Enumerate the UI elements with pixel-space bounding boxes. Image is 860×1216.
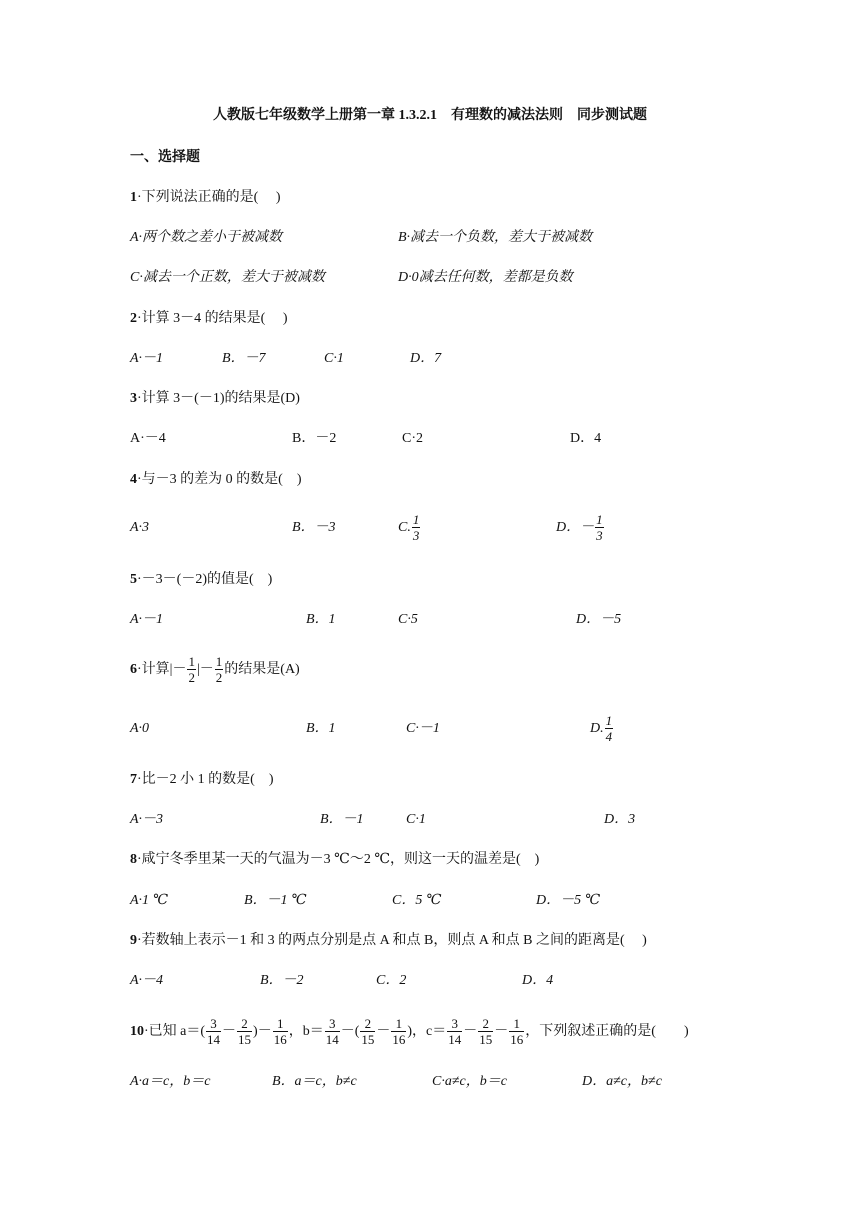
question-number: 8 (130, 852, 137, 867)
option-d: D·0减去任何数，差都是负数 (398, 270, 573, 285)
option-a: A·a＝c，b＝c (130, 1074, 211, 1089)
question-text: ·若数轴上表示－1 和 3 的两点分别是点 A 和点 B，则点 A 和点 B 之间的距离是( ) (137, 933, 647, 948)
section-heading: 一、选择题 (130, 150, 200, 165)
option-c: C·1 (324, 351, 344, 366)
numerator: 2 (364, 1016, 372, 1032)
numerator: 1 (412, 512, 420, 528)
question-text: ·比－2 小 1 的数是( ) (137, 772, 274, 787)
option-a: A·3 (130, 520, 150, 535)
question-9 (130, 931, 647, 951)
fraction (206, 1016, 221, 1047)
numerator: 1 (605, 713, 613, 729)
option-d: D．－5 ℃ (536, 893, 601, 908)
question-number: 10 (130, 1024, 144, 1039)
question-number: 6 (130, 662, 137, 677)
denominator: 15 (361, 1032, 375, 1048)
fraction (273, 1016, 288, 1047)
option-d (556, 510, 605, 546)
fraction (187, 654, 196, 685)
option-a: A·－4 (130, 431, 166, 446)
option-b: B．－3 (292, 520, 336, 535)
option-c: C·5 (398, 612, 418, 627)
numerator: 1 (276, 1016, 284, 1032)
option-b: B·减去一个负数，差大于被减数 (398, 230, 593, 245)
fraction (215, 654, 224, 685)
numerator: 3 (451, 1016, 459, 1032)
denominator: 2 (215, 670, 223, 686)
option-a: A·两个数之差小于被减数 (130, 230, 283, 245)
option-a: A·－1 (130, 351, 164, 366)
minus-sign: － (463, 1024, 478, 1039)
denominator: 14 (325, 1032, 339, 1048)
option-b: B．－1 ℃ (244, 893, 307, 908)
option-c: C·－1 (406, 721, 440, 736)
denominator: 3 (596, 528, 603, 544)
fraction (447, 1016, 462, 1047)
question-7 (130, 770, 274, 790)
option-b: B．1 (306, 612, 336, 627)
option-a: A·－4 (130, 973, 164, 988)
option-c: C·2 (402, 431, 423, 446)
option-d: D．4 (570, 431, 602, 446)
option-c: C·减去一个正数，差大于被减数 (130, 270, 325, 285)
question-text: ·计算 3－4 的结果是( ) (137, 311, 288, 326)
option-a: A·0 (130, 721, 150, 736)
document-title: 人教版七年级数学上册第一章 1.3.2.1 有理数的减法法则 同步测试题 (213, 108, 647, 123)
text-a-start: ·已知 a＝( (144, 1024, 206, 1039)
question-text: ·咸宁冬季里某一天的气温为－3 ℃～2 ℃，则这一天的温差是( ) (137, 852, 540, 867)
numerator: 1 (596, 512, 603, 528)
option-d (590, 711, 614, 747)
question-text-end: ，下列叙述正确的是( ) (525, 1024, 689, 1039)
fraction (605, 713, 614, 744)
fraction (360, 1016, 375, 1047)
fraction (325, 1016, 340, 1047)
question-6 (130, 652, 300, 688)
denominator: 15 (479, 1032, 493, 1048)
question-number: 9 (130, 933, 137, 948)
fraction (509, 1016, 524, 1047)
question-text-end: 的结果是(A) (224, 662, 300, 677)
option-d: D．4 (522, 973, 554, 988)
option-a: A·－1 (130, 612, 164, 627)
minus-sign: － (494, 1024, 509, 1039)
question-text: ·计算 3－(－1)的结果是(D) (137, 391, 300, 406)
numerator: 2 (241, 1016, 248, 1032)
numerator: 1 (513, 1016, 521, 1032)
option-d: D．3 (604, 812, 636, 827)
question-number: 3 (130, 391, 137, 406)
option-b: B．－2 (292, 431, 337, 446)
option-c: C．5 ℃ (392, 893, 442, 908)
minus-open-paren: －( (340, 1024, 360, 1039)
option-c: C·1 (406, 812, 426, 827)
question-8 (130, 850, 539, 870)
option-c: C·a≠c，b＝c (432, 1074, 507, 1089)
denominator: 3 (412, 528, 420, 544)
question-text: ·与－3 的差为 0 的数是( ) (137, 472, 302, 487)
fraction (391, 1016, 406, 1047)
denominator: 16 (510, 1032, 524, 1048)
fraction (595, 512, 604, 543)
text-b-start: ，b＝ (288, 1024, 324, 1039)
question-number: 1 (130, 190, 137, 205)
denominator: 16 (273, 1032, 287, 1048)
denominator: 14 (448, 1032, 462, 1048)
option-c (398, 510, 421, 546)
denominator: 15 (238, 1032, 252, 1048)
close-paren-minus: )－ (253, 1024, 272, 1039)
fraction (412, 512, 421, 543)
question-number: 7 (130, 772, 137, 787)
question-text-start: ·计算|－ (137, 662, 187, 677)
question-2 (130, 309, 288, 329)
option-b: B．－2 (260, 973, 304, 988)
numerator: 2 (482, 1016, 490, 1032)
minus-sign: － (222, 1024, 237, 1039)
question-text: ·－3－(－2)的值是( ) (137, 572, 273, 587)
fraction (237, 1016, 252, 1047)
question-4 (130, 470, 302, 490)
question-number: 4 (130, 472, 137, 487)
option-d-label: D．－ (556, 520, 595, 535)
question-1 (130, 188, 281, 208)
question-number: 5 (130, 572, 137, 587)
numerator: 3 (210, 1016, 217, 1032)
text-c-start: )，c＝ (407, 1024, 447, 1039)
minus-sign: － (376, 1024, 391, 1039)
numerator: 1 (215, 654, 223, 670)
option-b: B．－7 (222, 351, 266, 366)
option-c: C．2 (376, 973, 407, 988)
question-10 (130, 1014, 689, 1050)
question-text: ·下列说法正确的是( ) (137, 190, 281, 205)
option-a: A·－3 (130, 812, 164, 827)
denominator: 14 (207, 1032, 221, 1048)
fraction (478, 1016, 493, 1047)
denominator: 16 (392, 1032, 406, 1048)
numerator: 3 (328, 1016, 336, 1032)
option-b: B．－1 (320, 812, 364, 827)
option-d: D．7 (410, 351, 442, 366)
option-c-label: C. (398, 520, 411, 535)
numerator: 1 (188, 654, 195, 670)
option-b: B．1 (306, 721, 336, 736)
denominator: 2 (188, 670, 195, 686)
question-5 (130, 570, 272, 590)
numerator: 1 (395, 1016, 403, 1032)
option-d-label: D. (590, 721, 604, 736)
denominator: 4 (605, 729, 613, 745)
option-a: A·1 ℃ (130, 893, 169, 908)
question-number: 2 (130, 311, 137, 326)
question-3 (130, 389, 300, 409)
option-d: D．a≠c，b≠c (582, 1074, 662, 1089)
question-text-mid: |－ (196, 662, 214, 677)
option-b: B．a＝c，b≠c (272, 1074, 357, 1089)
option-d: D．－5 (576, 612, 622, 627)
